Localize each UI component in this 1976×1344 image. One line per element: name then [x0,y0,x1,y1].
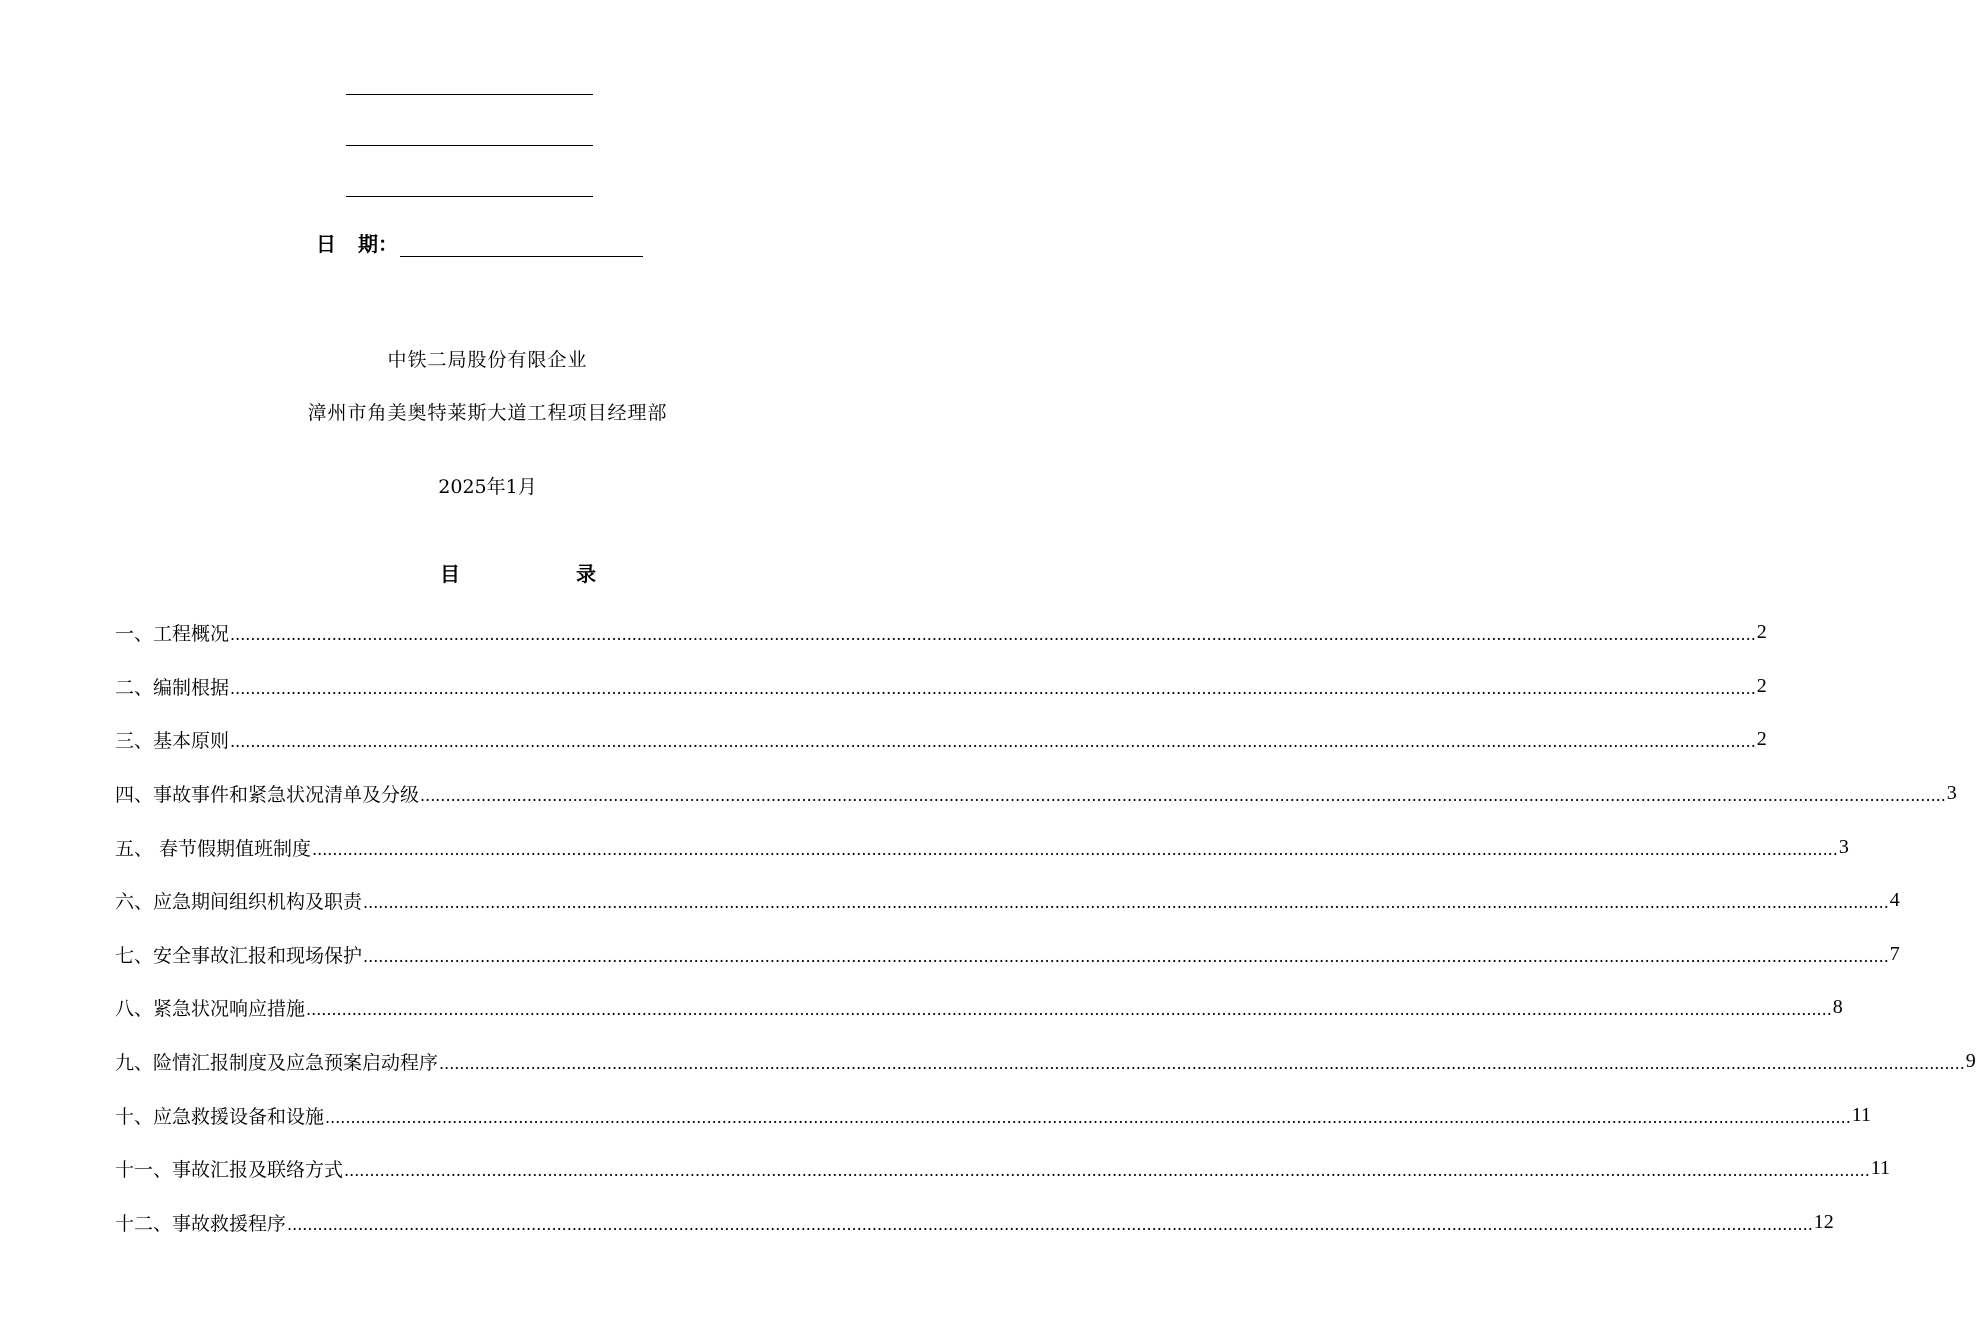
toc-entry-page: 2 [1756,621,1767,644]
toc-entry-label: 六、应急期间组织机构及职责 [115,891,363,914]
toc-entry-label: 七、安全事故汇报和现场保护 [115,944,363,967]
toc-entry-label: 一、工程概况 [115,623,230,646]
toc-entry[interactable] [115,1196,1834,1250]
toc-entry-page: 7 [1889,942,1900,965]
date-blank-line [400,236,643,257]
toc-leader-dots: ............................................................................................................................................................................................................................................................................................................ [363,893,1889,913]
toc-entry[interactable] [115,928,1900,982]
toc-leader-dots: ............................................................................................................................................................................................................................................................................................................ [312,839,1838,859]
toc-entry-page: 4 [1889,889,1900,912]
toc-leader-dots: ............................................................................................................................................................................................................................................................................................................ [420,786,1946,806]
toc-entry-page: 9 [1965,1050,1976,1073]
department-name: 漳州市角美奥特莱斯大道工程项目经理部 [307,402,668,424]
toc-entry[interactable] [115,1035,1976,1089]
toc-entry[interactable] [115,1088,1872,1142]
toc-entry-page: 12 [1813,1210,1834,1233]
toc-entry[interactable] [115,820,1849,874]
toc-entry-page: 11 [1851,1103,1872,1126]
toc-entry-page: 8 [1832,996,1843,1019]
toc-entry-label: 十一、事故汇报及联络方式 [115,1159,344,1182]
toc-leader-dots: ............................................................................................................................................................................................................................................................................................................ [439,1054,1965,1074]
company-name: 中铁二局股份有限企业 [387,349,588,371]
toc-entry-page: 2 [1756,674,1767,697]
toc-entry[interactable] [115,1142,1891,1196]
toc-entry[interactable] [115,660,1767,714]
toc-entry-label: 四、事故事件和紧急状况清单及分级 [115,784,420,807]
toc-title: 目 录 [440,562,596,586]
toc-entry-label: 五、 春节假期值班制度 [115,837,312,860]
toc-entry[interactable] [115,874,1900,928]
toc-leader-dots: ............................................................................................................................................................................................................................................................................................................ [344,1161,1870,1181]
toc-entry-page: 11 [1870,1157,1891,1180]
toc-leader-dots: ............................................................................................................................................................................................................................................................................................................ [287,1214,1813,1234]
toc-entry-label: 二、编制根据 [115,676,230,699]
toc-leader-dots: ............................................................................................................................................................................................................................................................................................................ [363,946,1889,966]
toc-entry[interactable] [115,606,1767,660]
toc-entry[interactable] [115,981,1843,1035]
toc-entry-label: 九、险情汇报制度及应急预案启动程序 [115,1052,439,1075]
toc-entry-label: 十二、事故救援程序 [115,1212,287,1235]
toc-entry-label: 八、紧急状况响应措施 [115,998,306,1021]
toc-entry-page: 2 [1756,728,1767,751]
toc-leader-dots: ............................................................................................................................................................................................................................................................................................................ [230,625,1756,645]
toc-entry-label: 十、应急救援设备和设施 [115,1105,325,1128]
signature-line-3 [346,196,593,197]
signature-line-1 [346,94,593,95]
toc-entry[interactable] [115,713,1767,767]
toc-entry-page: 3 [1838,835,1849,858]
toc-leader-dots: ............................................................................................................................................................................................................................................................................................................ [230,678,1756,698]
date-field [316,228,643,257]
toc-leader-dots: ............................................................................................................................................................................................................................................................................................................ [230,732,1756,752]
toc-entry[interactable] [115,767,1957,821]
toc-leader-dots: ............................................................................................................................................................................................................................................................................................................ [325,1107,1851,1127]
toc-entry-label: 三、基本原则 [115,730,230,753]
toc-entry-page: 3 [1946,782,1957,805]
issue-date: 2025年1月 [438,476,537,498]
signature-line-2 [346,145,593,146]
toc-leader-dots: ............................................................................................................................................................................................................................................................................................................ [306,1000,1832,1020]
table-of-contents [115,606,1976,1249]
date-label: 日 期： [316,232,398,256]
